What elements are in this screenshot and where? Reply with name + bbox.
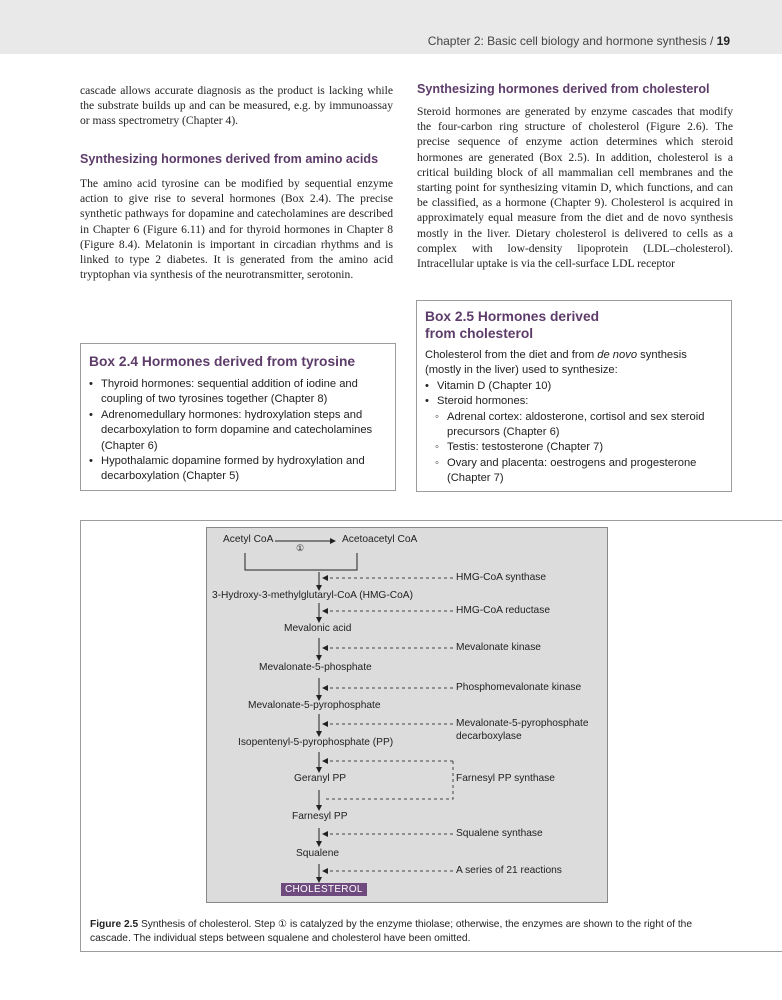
list-item: • Steroid hormones: [425, 394, 721, 409]
box-2-5-title [425, 308, 599, 342]
box-2-5 [416, 300, 732, 492]
intro-paragraph: cascade allows accurate diagnosis as the product is lacking while the substrate builds up and can be measured, e.g. by immunoassay or mass spectrometry (Chapter 4). [80, 84, 393, 128]
enzyme-mevalonate-decarboxylase-line1: Mevalonate-5-pyrophosphate [456, 718, 589, 729]
sub-list-item: ◦ Adrenal cortex: aldosterone, cortisol and sex steroid precursors (Chapter 6) [425, 410, 721, 441]
amino-acid-paragraph: The amino acid tyrosine can be modified by sequential enzyme action to give rise to several hormones (Box 2.4). The precise synthetic pathways for dopamine and catecholamines are described in Chapter 6 (Figure 6.11) and for thyroid hormones in Chapter 8 (Figure 8.4). Melatonin is important in circadian rhythms and is linked to type 2 diabetes. It is generated from the amino acid tryptophan via synthesis of the neurotransmitter, serotonin. [80, 177, 393, 282]
hmg-coa-label: 3-Hydroxy-3-methylglutaryl-CoA (HMG-CoA) [212, 590, 413, 601]
enzyme-mevalonate-kinase: Mevalonate kinase [456, 642, 541, 653]
amino-acid-heading: Synthesizing hormones derived from amino acids [80, 152, 379, 166]
figure-caption [90, 918, 722, 946]
cholesterol-heading: Synthesizing hormones derived from cholesterol [417, 82, 710, 96]
page-number: 19 [716, 34, 730, 48]
enzyme-series-21-reactions: A series of 21 reactions [456, 865, 562, 876]
box-2-4 [80, 343, 396, 491]
mevalonate-5-pyrophosphate-label: Mevalonate-5-pyrophosphate [248, 700, 381, 711]
list-item: • Vitamin D (Chapter 10) [425, 379, 721, 394]
step-1-marker: ① [296, 543, 305, 553]
box-2-4-title: Box 2.4 Hormones derived from tyrosine [89, 354, 356, 369]
box-2-5-body [425, 348, 721, 487]
list-item: • Hypothalamic dopamine formed by hydroxylation and decarboxylation (Chapter 5) [89, 454, 379, 485]
acetoacetyl-coa-label: Acetoacetyl CoA [342, 534, 418, 545]
mevalonic-acid-label: Mevalonic acid [284, 623, 352, 634]
enzyme-mevalonate-decarboxylase-line2: decarboxylase [456, 731, 522, 742]
pathway-arrows [207, 528, 607, 902]
figure-caption-text: Synthesis of cholesterol. Step ① is catalyzed by the enzyme thiolase; otherwise, the enzymes are shown to the right of the cascade. The individual steps between squalene and cholesterol have been omitted. [90, 919, 693, 944]
enzyme-phosphomevalonate-kinase: Phosphomevalonate kinase [456, 682, 582, 693]
mevalonate-5-phosphate-label: Mevalonate-5-phosphate [259, 662, 372, 673]
box-2-5-title-line1: Box 2.5 Hormones derived [425, 309, 600, 324]
enzyme-hmg-coa-reductase: HMG-CoA reductase [456, 605, 550, 616]
box-2-4-body [89, 377, 379, 485]
enzyme-farnesyl-pp-synthase: Farnesyl PP synthase [456, 773, 555, 784]
sub-list-item: ◦ Ovary and placenta: oestrogens and progesterone (Chapter 7) [425, 456, 721, 487]
figure-label: Figure 2.5 [90, 919, 139, 930]
cholesterol-badge: CHOLESTEROL [281, 883, 367, 896]
enzyme-squalene-synthase: Squalene synthase [456, 828, 543, 839]
acetyl-coa-label: Acetyl CoA [223, 534, 274, 545]
list-item: • Thyroid hormones: sequential addition of iodine and coupling of two tyrosines together (Chapter 8) [89, 377, 379, 408]
chapter-title: Chapter 2: Basic cell biology and hormone synthesis / [427, 34, 714, 48]
isopentenyl-pp-label: Isopentenyl-5-pyrophosphate (PP) [238, 737, 394, 748]
enzyme-hmg-coa-synthase: HMG-CoA synthase [456, 572, 547, 583]
running-head [428, 34, 730, 48]
box-2-5-title-line2: from cholesterol [425, 326, 534, 341]
squalene-label: Squalene [296, 848, 340, 859]
cholesterol-paragraph: Steroid hormones are generated by enzyme cascades that modify the four-carbon ring structure of cholesterol (Figure 2.6). The precise sequence of enzyme action determines which steroid hormones are generated (Box 2.5). In addition, cholesterol is a critical building block of all mammalian cell membranes and the starting point for synthesizing vitamin D, which functions, and can be classified, as a hormone (Chapter 9). Cholesterol is acquired in approximately equal measure from the diet and de novo synthesis mostly in the liver. Dietary cholesterol is delivered to cells as a complex with low-density lipoprotein (LDL–cholesterol). Intracellular uptake is via the cell-surface LDL receptor [417, 105, 733, 271]
sub-list-item: ◦ Testis: testosterone (Chapter 7) [425, 440, 721, 455]
box-2-5-intro: Cholesterol from the diet and from de novo synthesis (mostly in the liver) used to synthesize: [425, 349, 687, 377]
farnesyl-pp-label: Farnesyl PP [292, 811, 348, 822]
cholesterol-synthesis-diagram [206, 527, 608, 903]
list-item: • Adrenomedullary hormones: hydroxylation steps and decarboxylation to form dopamine and catecholamines (Chapter 6) [89, 408, 379, 454]
geranyl-pp-label: Geranyl PP [294, 773, 347, 784]
